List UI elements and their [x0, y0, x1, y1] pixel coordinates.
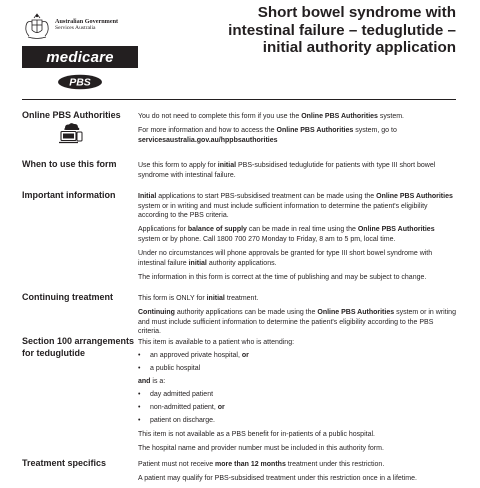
s100-and-is: and is a: [138, 377, 166, 385]
s100-label-line-1: Section 100 arrangements [22, 336, 135, 346]
important-paragraph-2: Applications for balance of supply can be made in real time using the Online PBS Authorities system or by phone. Call 1800 700 270 Monday to Friday, 8 am to 5 pm, local time. [138, 226, 435, 243]
section-body-important [138, 192, 458, 287]
australian-government-logo [22, 12, 142, 46]
important-paragraph-1: Initial applications to start PBS-subsidised treatment can be made using the Online PBS Authorities system or in writing and must include sufficient information to determine the patient's eligibility according to the PBS criteria. [138, 193, 453, 220]
online-paragraph-2: For more information and how to access the Online PBS Authorities system, go to [138, 127, 397, 135]
important-paragraph-4: The information in this form is correct at the time of publishing and may be subject to change. [138, 273, 427, 281]
computer-cloud-icon [58, 122, 84, 144]
list-item: • day admitted patient [138, 390, 458, 400]
title-line-3: initial authority application [262, 39, 456, 56]
s100-patient-type-list [138, 390, 458, 426]
section-body-when [138, 161, 458, 185]
when-paragraph-1: Use this form to apply for initial PBS-subsidised teduglutide for patients with type III short bowel syndrome with intestinal failure. [138, 162, 436, 179]
australian-coat-of-arms-icon [22, 12, 52, 42]
list-item: • an approved private hospital, or [138, 351, 458, 361]
section-label-when: When to use this form [22, 159, 117, 169]
pbs-logo-text: PBS [69, 76, 91, 89]
online-paragraph-1: You do not need to complete this form if you use the Online PBS Authorities system. [138, 113, 404, 120]
medicare-wordmark: medicare [46, 48, 114, 66]
s100-intro: This item is available to a patient who is attending: [138, 339, 295, 346]
section-label-important: Important information [22, 190, 116, 200]
section-label-continuing: Continuing treatment [22, 292, 113, 302]
specifics-paragraph-1: Patient must not receive more than 12 months treatment under this restriction. [138, 461, 385, 468]
form-title [196, 4, 456, 57]
title-line-1: Short bowel syndrome with [257, 4, 456, 21]
list-item: • non-admitted patient, or [138, 403, 458, 413]
header-divider [22, 99, 456, 100]
specifics-paragraph-2: A patient may qualify for PBS-subsidised treatment under this restriction once in a lifetime. [138, 475, 417, 483]
agency-name: Services Australia [55, 25, 96, 31]
section-label-online: Online PBS Authorities [22, 110, 121, 120]
authorities-link[interactable]: servicesaustralia.gov.au/hppbsauthorities [138, 136, 278, 144]
s100-hospital-name: The hospital name and provider number must be included in this authority form. [138, 444, 384, 452]
section-label-specifics: Treatment specifics [22, 458, 107, 468]
section-body-s100 [138, 338, 458, 458]
gov-name: Australian Government [55, 18, 119, 25]
pbs-logo-icon [57, 74, 103, 90]
continuing-paragraph-1: This form is ONLY for initial treatment. [138, 295, 259, 302]
list-item: • patient on discharge. [138, 416, 458, 426]
section-body-specifics [138, 460, 458, 488]
s100-not-available: This item is not available as a PBS benefit for in-patients of a public hospital. [138, 430, 375, 438]
title-line-2: intestinal failure – teduglutide – [228, 21, 456, 39]
continuing-paragraph-2: Continuing authority applications can be made using the Online PBS Authorities system or in writing and must include sufficient information to determine the patient's eligibility according to the PBS criteria. [138, 309, 456, 336]
section-body-continuing [138, 294, 458, 342]
list-item: • a public hospital [138, 364, 458, 374]
medicare-logo [22, 46, 138, 68]
section-label-s100 [22, 336, 140, 359]
section-body-online [138, 112, 458, 150]
s100-label-line-2: for teduglutide [22, 347, 85, 358]
s100-hospital-list [138, 351, 458, 374]
important-paragraph-3: Under no circumstances will phone approvals be granted for type III short bowel syndrome with intestinal failure initial authority applications. [138, 250, 433, 267]
